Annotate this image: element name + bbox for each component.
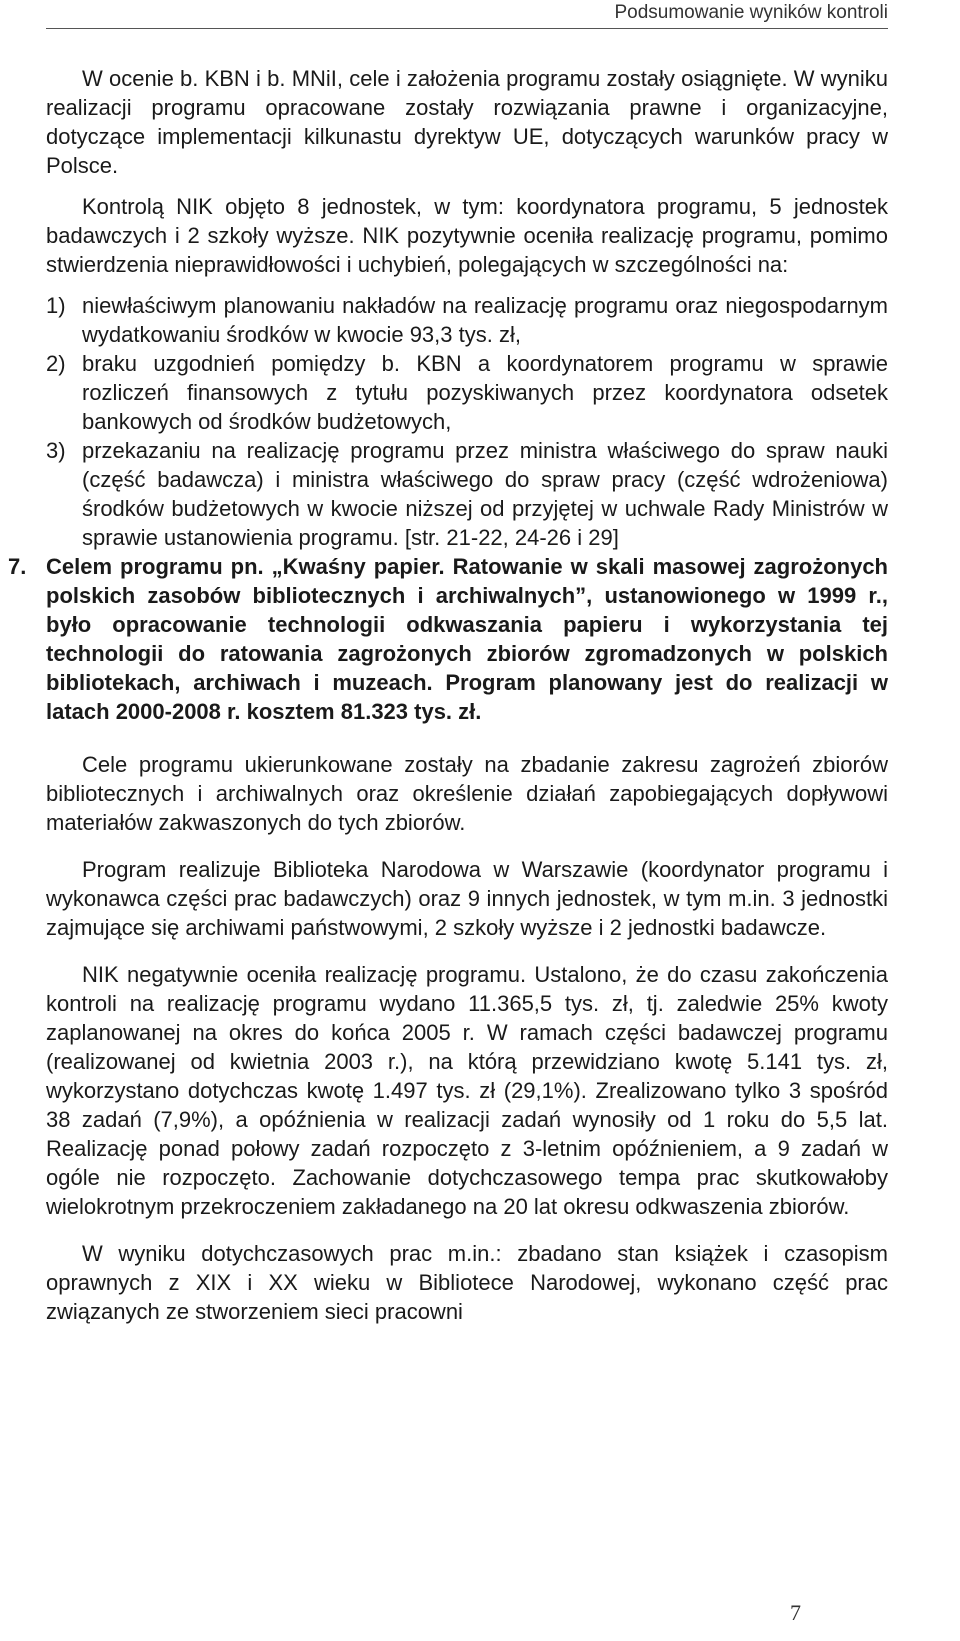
paragraph-program-executors: Program realizuje Biblioteka Narodowa w Warszawie (koordynator programu i wykonawca części prac badawczych) oraz 9 innych jednostek, w tym m.in. 3 jednostki zajmujące się archiwami państwowymi, 2 szkoły wyższe i 2 jednostki badawcze. (46, 857, 888, 940)
list-item-text: braku uzgodnień pomiędzy b. KBN a koordynatorem programu w sprawie rozliczeń finansowych z tytułu pozyskiwanych przez koordynatora odsetek bankowych od środków budżetowych, (82, 351, 888, 434)
paragraph-program-aims: Cele programu ukierunkowane zostały na zbadanie zakresu zagrożeń zbiorów bibliotecznych i archiwalnych oraz określenie działań zapobiegających dopływowi materiałów zakwaszonych do tych zbiorów. (46, 752, 888, 835)
list-item-text: niewłaściwym planowaniu nakładów na realizację programu oraz niegospodarnym wydatkowaniu środków w kwocie 93,3 tys. zł, (82, 293, 888, 347)
list-item (46, 291, 888, 349)
section-text: Celem programu pn. „Kwaśny papier. Ratowanie w skali masowej zagrożonych polskich zasobów bibliotecznych i archiwalnych”, ustanowionego w 1999 r., było opracowanie technologii odkwaszania papieru i wykorzystania tej technologii do ratowania zagrożonych zbiorów zgromadzonych w polskich bibliotekach, archiwach i muzeach. Program planowany jest do realizacji w latach 2000-2008 r. kosztem 81.323 tys. zł. (46, 554, 888, 724)
section-7-kwasny-papier (8, 552, 888, 726)
list-item-number: 2) (46, 351, 66, 376)
page-number: 7 (790, 1600, 801, 1625)
section-number: 7. (8, 554, 27, 579)
list-item-text: przekazaniu na realizację programu przez ministra właściwego do spraw nauki (część badawcza) i ministra właściwego do spraw pracy (część wdrożeniowa) środków budżetowych w kwocie niższej od przyjętej w uchwale Rady Ministrów w sprawie ustanowienia programu. [str. 21-22, 24-26 i 29] (82, 438, 888, 550)
document-body (8, 64, 888, 1326)
list-item-number: 3) (46, 438, 66, 463)
paragraph-nik-negative-assessment: NIK negatywnie oceniła realizację programu. Ustalono, że do czasu zakończenia kontroli na realizację programu wydano 11.365,5 tys. zł, tj. zaledwie 25% kwoty zaplanowanej na okres do końca 2005 r. W ramach części badawczej programu (realizowanej od kwietnia 2003 r.), na którą przewidziano kwotę 5.141 tys. zł, wykorzystano dotychczas kwotę 1.497 tys. zł (29,1%). Zrealizowano tylko 3 spośród 38 zadań (7,9%), a opóźnienia w realizacji zadań wynosiły od 1 roku do 5,5 lat. Realizację ponad połowy zadań rozpoczęto z 3-letnim opóźnieniem, a 9 zadań w ogóle nie rozpoczęto. Zachowanie dotychczasowego tempa prac skutkowałoby wielokrotnym przekroczeniem zakładanego na 20 lat okresu odkwaszenia zbiorów. (46, 962, 888, 1219)
paragraph-program-goals-achieved: W ocenie b. KBN i b. MNiI, cele i założenia programu zostały osiągnięte. W wyniku realizacji programu opracowane zostały rozwiązania prawne i organizacyjne, dotyczące implementacji kilkunastu dyrektyw UE, dotyczących warunków pracy w Polsce. (46, 66, 888, 178)
header-rule (46, 28, 888, 29)
paragraph-work-results: W wyniku dotychczasowych prac m.in.: zbadano stan książek i czasopism oprawnych z XIX i XX wieku w Bibliotece Narodowej, wykonano część prac związanych ze stworzeniem sieci pracowni (46, 1241, 888, 1324)
list-item (46, 349, 888, 436)
irregularities-list (46, 291, 888, 552)
list-item-number: 1) (46, 293, 66, 318)
list-item (46, 436, 888, 552)
running-header: Podsumowanie wyników kontroli (614, 2, 888, 23)
paragraph-nik-control-scope: Kontrolą NIK objęto 8 jednostek, w tym: koordynatora programu, 5 jednostek badawczych i 2 szkoły wyższe. NIK pozytywnie oceniła realizację programu, pomimo stwierdzenia nieprawidłowości i uchybień, polegających w szczególności na: (46, 194, 888, 277)
